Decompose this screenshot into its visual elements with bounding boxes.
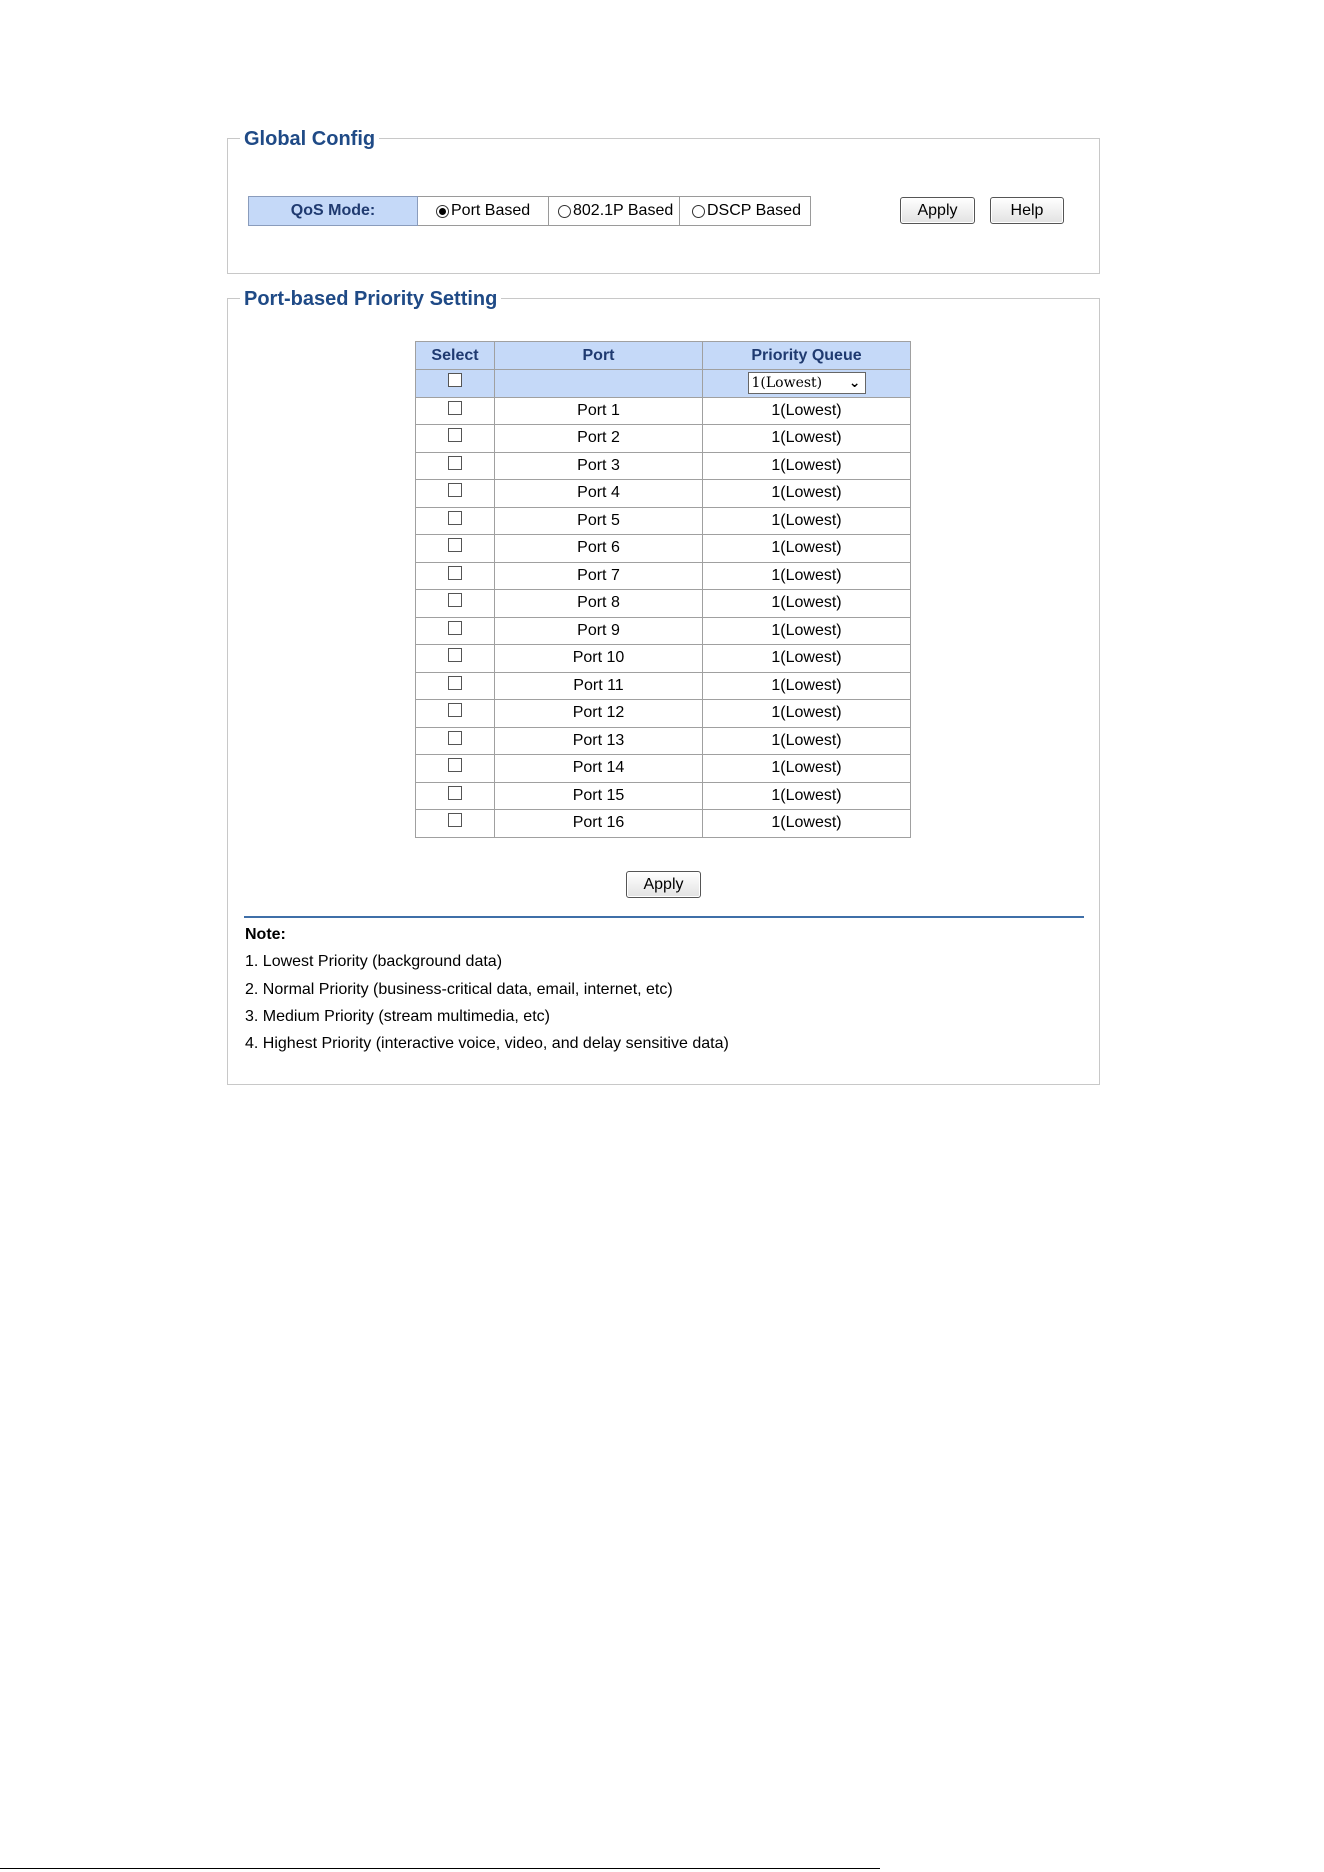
select-cell <box>416 507 495 535</box>
note-item: 4. Highest Priority (interactive voice, video, and delay sensitive data) <box>245 1035 729 1053</box>
priority-queue-cell: 1(Lowest) <box>703 590 911 618</box>
row-select-checkbox[interactable] <box>448 648 462 662</box>
table-row <box>416 425 911 453</box>
port-cell: Port 10 <box>495 645 703 673</box>
priority-queue-cell: 1(Lowest) <box>703 397 911 425</box>
table-row <box>416 617 911 645</box>
qos-mode-row <box>248 196 811 226</box>
priority-queue-cell: 1(Lowest) <box>703 425 911 453</box>
select-cell <box>416 425 495 453</box>
priority-queue-cell: 1(Lowest) <box>703 810 911 838</box>
table-row <box>416 535 911 563</box>
table-row <box>416 672 911 700</box>
table-row <box>416 810 911 838</box>
port-cell: Port 13 <box>495 727 703 755</box>
global-config-title: Global Config <box>240 125 379 153</box>
port-cell: Port 3 <box>495 452 703 480</box>
select-cell <box>416 562 495 590</box>
table-row <box>416 397 911 425</box>
table-row <box>416 562 911 590</box>
row-select-checkbox[interactable] <box>448 813 462 827</box>
port-priority-title: Port-based Priority Setting <box>240 285 501 313</box>
port-cell: Port 5 <box>495 507 703 535</box>
help-button[interactable]: Help <box>990 197 1064 224</box>
row-select-checkbox[interactable] <box>448 703 462 717</box>
select-all-checkbox[interactable] <box>448 373 462 387</box>
global-apply-button[interactable]: Apply <box>900 197 975 224</box>
priority-queue-cell: 1(Lowest) <box>703 452 911 480</box>
port-cell: Port 15 <box>495 782 703 810</box>
select-cell <box>416 590 495 618</box>
row-select-checkbox[interactable] <box>448 593 462 607</box>
select-cell <box>416 755 495 783</box>
note-item: 2. Normal Priority (business-critical data, email, internet, etc) <box>245 980 673 998</box>
row-select-checkbox[interactable] <box>448 621 462 635</box>
table-row <box>416 590 911 618</box>
select-cell <box>416 452 495 480</box>
chevron-down-icon[interactable]: ⌄ <box>848 375 861 392</box>
empty-port-cell <box>495 370 703 398</box>
row-select-checkbox[interactable] <box>448 676 462 690</box>
qos-option-label: 802.1P Based <box>573 202 674 219</box>
priority-queue-cell: 1(Lowest) <box>703 507 911 535</box>
notes-section <box>245 921 729 1057</box>
port-cell: Port 6 <box>495 535 703 563</box>
table-row <box>416 782 911 810</box>
port-cell: Port 11 <box>495 672 703 700</box>
priority-queue-dropdown-value: 1(Lowest) <box>751 375 823 392</box>
port-cell: Port 4 <box>495 480 703 508</box>
priority-queue-cell: 1(Lowest) <box>703 562 911 590</box>
radio-unchecked-icon[interactable] <box>558 205 571 218</box>
qos-option-8021p-based[interactable] <box>549 196 680 226</box>
row-select-checkbox[interactable] <box>448 758 462 772</box>
table-row <box>416 755 911 783</box>
priority-select-cell <box>703 370 911 398</box>
priority-queue-cell: 1(Lowest) <box>703 617 911 645</box>
select-cell <box>416 617 495 645</box>
row-select-checkbox[interactable] <box>448 511 462 525</box>
global-config-panel <box>227 128 1100 274</box>
port-cell: Port 12 <box>495 700 703 728</box>
column-header-select: Select <box>416 342 495 370</box>
priority-queue-cell: 1(Lowest) <box>703 480 911 508</box>
select-cell <box>416 397 495 425</box>
priority-queue-cell: 1(Lowest) <box>703 782 911 810</box>
row-select-checkbox[interactable] <box>448 566 462 580</box>
note-divider <box>244 916 1084 918</box>
select-cell <box>416 700 495 728</box>
table-header-row <box>416 342 911 370</box>
priority-queue-cell: 1(Lowest) <box>703 755 911 783</box>
note-item: 3. Medium Priority (stream multimedia, etc) <box>245 1007 550 1025</box>
qos-mode-label: QoS Mode: <box>248 196 418 226</box>
select-cell <box>416 782 495 810</box>
port-priority-panel <box>227 288 1100 1085</box>
priority-queue-cell: 1(Lowest) <box>703 645 911 673</box>
radio-checked-icon[interactable] <box>436 205 449 218</box>
row-select-checkbox[interactable] <box>448 428 462 442</box>
select-cell <box>416 672 495 700</box>
port-cell: Port 2 <box>495 425 703 453</box>
table-row <box>416 700 911 728</box>
row-select-checkbox[interactable] <box>448 538 462 552</box>
select-cell <box>416 645 495 673</box>
row-select-checkbox[interactable] <box>448 456 462 470</box>
select-all-row <box>416 370 911 398</box>
port-cell: Port 9 <box>495 617 703 645</box>
qos-option-label: Port Based <box>451 202 531 219</box>
select-all-cell <box>416 370 495 398</box>
select-cell <box>416 480 495 508</box>
row-select-checkbox[interactable] <box>448 483 462 497</box>
select-cell <box>416 727 495 755</box>
radio-unchecked-icon[interactable] <box>692 205 705 218</box>
column-header-priority-queue: Priority Queue <box>703 342 911 370</box>
select-cell <box>416 535 495 563</box>
column-header-port: Port <box>495 342 703 370</box>
priority-queue-cell: 1(Lowest) <box>703 672 911 700</box>
select-cell <box>416 810 495 838</box>
port-priority-table <box>415 341 911 838</box>
footer-divider <box>0 1868 880 1869</box>
qos-option-label: DSCP Based <box>707 202 801 219</box>
note-item: 1. Lowest Priority (background data) <box>245 953 503 971</box>
row-select-checkbox[interactable] <box>448 731 462 745</box>
priority-queue-cell: 1(Lowest) <box>703 700 911 728</box>
table-apply-button[interactable]: Apply <box>626 871 701 898</box>
table-row <box>416 480 911 508</box>
priority-queue-cell: 1(Lowest) <box>703 727 911 755</box>
port-cell: Port 14 <box>495 755 703 783</box>
table-row <box>416 452 911 480</box>
qos-option-port-based[interactable] <box>418 196 549 226</box>
note-title: Note: <box>245 926 286 943</box>
table-row <box>416 727 911 755</box>
row-select-checkbox[interactable] <box>448 401 462 415</box>
port-cell: Port 7 <box>495 562 703 590</box>
priority-queue-cell: 1(Lowest) <box>703 535 911 563</box>
qos-option-dscp-based[interactable] <box>680 196 811 226</box>
priority-queue-dropdown[interactable] <box>748 372 866 394</box>
row-select-checkbox[interactable] <box>448 786 462 800</box>
table-row <box>416 507 911 535</box>
table-row <box>416 645 911 673</box>
port-cell: Port 8 <box>495 590 703 618</box>
port-cell: Port 16 <box>495 810 703 838</box>
port-cell: Port 1 <box>495 397 703 425</box>
